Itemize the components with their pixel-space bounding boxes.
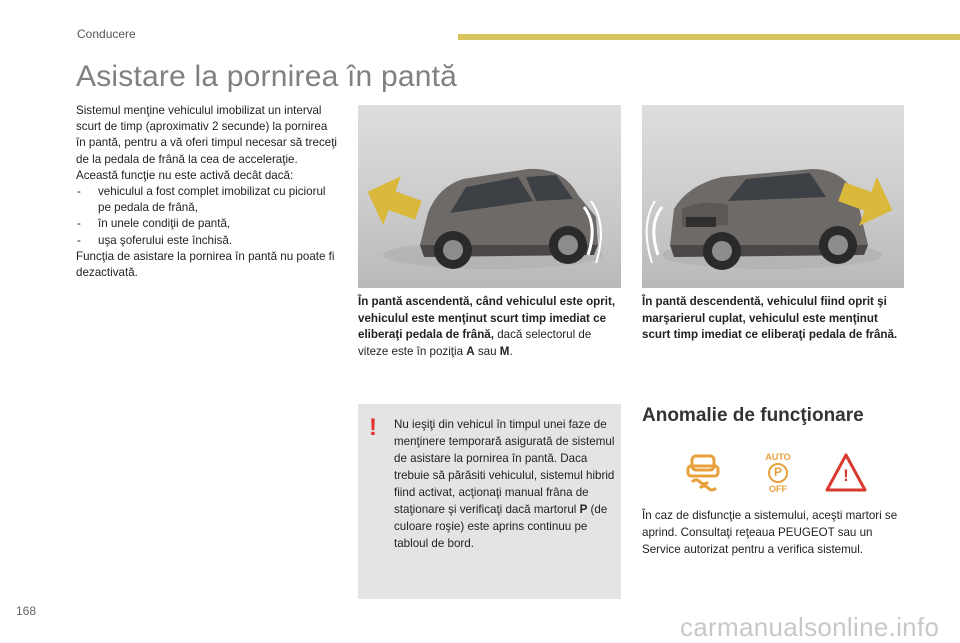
- arrow-left-icon: [359, 167, 428, 234]
- uphill-caption-text: sau: [474, 344, 500, 358]
- off-label: OFF: [769, 484, 787, 494]
- intro-note: Funcţia de asistare la pornirea în pantă nu poate fi dezactivată.: [76, 249, 335, 280]
- intro-paragraph: Sistemul menţine vehiculul imobilizat un interval scurt de timp (aproximativ 2 secunde) la pornirea în pantă, pentru a vă oferi timpul necesar să treceţi de la pedala de frână la cea de acceleraţie.: [76, 104, 338, 166]
- condition-list: [76, 184, 338, 249]
- condition-item: - uşa şoferului este închisă.: [76, 233, 338, 249]
- triangle-symbol: !: [843, 466, 849, 485]
- auto-label: AUTO: [765, 452, 791, 462]
- p-indicator-label: P: [579, 503, 588, 516]
- warning-text-part: Nu ieşiţi din vehicul în timpul unei faze de menţinere temporară asigurată de sistemul de asistare la pornirea în pantă. Daca trebuie să părăsiti vehiculul, sistemul hibrid fiind activat, acţionaţi manual frâna de staţionare şi verificaţi dacă martorul: [394, 418, 615, 516]
- anomaly-title: Anomalie de funcţionare: [642, 405, 864, 426]
- uphill-caption: [358, 294, 618, 360]
- car-uphill-illustration: [358, 105, 621, 288]
- downhill-caption: [642, 294, 902, 344]
- condition-item: - vehiculul a fost complet imobilizat cu piciorul pe pedala de frână,: [76, 184, 338, 216]
- page-number: 168: [16, 604, 37, 618]
- warning-text: [394, 416, 616, 552]
- auto-p-off-icon: [756, 452, 800, 494]
- intro-text: [76, 103, 338, 281]
- condition-item: - în unele condiţii de pantă,: [76, 216, 338, 232]
- warning-text-part: (de culoare roşie) este aprins continuu pe tabloul de bord.: [394, 503, 608, 550]
- downhill-caption-bold: În pantă descendentă, vehiculul fiind oprit şi marşarierul cuplat, vehiculul este menţinut scurt timp imediat ce eliberaţi pedala de frână.: [642, 295, 898, 342]
- watermark: carmanualsonline.info: [680, 612, 940, 642]
- car-downhill-illustration: [642, 105, 904, 288]
- exclamation-icon: !: [369, 414, 377, 441]
- uphill-caption-bold: În pantă ascendentă, când vehiculul este oprit, vehiculul este menţinut scurt timp imediat ce eliberaţi pedala de frână,: [358, 295, 616, 342]
- uphill-caption-text: dacă selectorul de viteze este în poziţia: [358, 328, 592, 358]
- anomaly-text: În caz de disfuncţie a sistemului, aceşti martori se aprind. Consultaţi reţeaua PEUGEOT sau un Service autorizat pentru a verifica sistemul.: [642, 509, 898, 556]
- page-title: Asistare la pornirea în pantă: [76, 60, 458, 93]
- p-letter: P: [768, 463, 788, 483]
- gear-a-label: A: [466, 344, 475, 358]
- header-accent-bar: [458, 34, 960, 40]
- uphill-caption-text: .: [509, 344, 513, 358]
- car-downhill-photo: [642, 105, 904, 288]
- car-uphill-photo: [358, 105, 621, 288]
- section-label: Conducere: [77, 27, 136, 41]
- intro-condition-lead: Această funcţie nu este activă decât dacă:: [76, 168, 294, 182]
- gear-m-label: M: [499, 344, 510, 358]
- skid-warning-icon: [684, 452, 722, 497]
- warning-triangle-icon: [824, 452, 868, 494]
- warning-lamps-row: [684, 452, 884, 502]
